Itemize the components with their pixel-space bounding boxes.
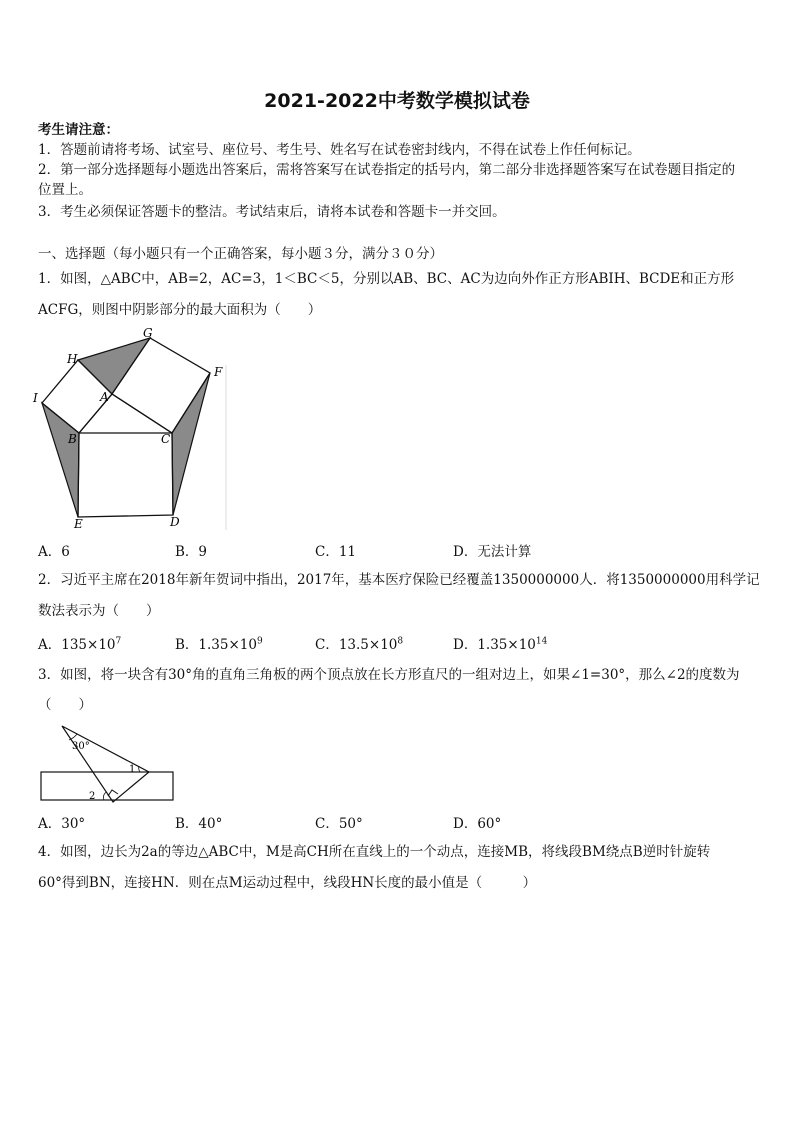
q2-option-d <box>453 633 547 653</box>
q1-shade-left <box>42 403 79 517</box>
q1-text-line1: 1．如图，△ABC中，AB=2，AC=3，1＜BC＜5，分别以AB、BC、AC为边向外作正方形ABIH、BCDE和正方形 <box>38 271 735 287</box>
q3-text-line2: （ ） <box>38 697 92 713</box>
q2-option-a <box>38 633 121 653</box>
q3-arc-2 <box>103 792 106 800</box>
q3-label-1: 1 <box>129 764 136 775</box>
q2-option-d-exp: 14 <box>535 636 548 647</box>
q3-text-line1: 3．如图，将一块含有30°角的直角三角板的两个顶点放在长方形直尺的一组对边上，如果∠1=30°，那么∠2的度数为 <box>38 667 740 683</box>
q3-option-c: C．50° <box>315 816 363 832</box>
q3-triangle <box>62 726 149 802</box>
notice-item-2-cont: 位置上。 <box>38 182 92 198</box>
q3-option-b: B．40° <box>175 816 223 832</box>
q1-label-f: F <box>214 365 223 379</box>
notice-heading: 考生请注意： <box>38 122 119 138</box>
q1-label-e: E <box>74 517 83 530</box>
notice-item-3: 3．考生必须保证答题卡的整洁。考试结束后，请将本试卷和答题卡一并交回。 <box>38 204 506 220</box>
q3-arc-30 <box>69 734 77 740</box>
q1-option-b: B．9 <box>175 544 208 560</box>
q1-option-a: A．6 <box>38 544 70 560</box>
q3-ruler <box>41 772 173 800</box>
q2-option-c <box>315 633 403 653</box>
q1-label-i: I <box>33 391 38 405</box>
q1-segment-ac <box>112 394 172 433</box>
q4-text-line1: 4．如图，边长为2a的等边△ABC中，M是高CH所在直线上的一个动点，连接MB，将线段BM绕点B逆时针旋转 <box>38 844 711 860</box>
q2-text-line2: 数法表示为（ ） <box>38 603 160 619</box>
q2-option-a-base: A．135×10 <box>38 637 116 653</box>
q2-text-line1: 2．习近平主席在2018年新年贺词中指出，2017年，基本医疗保险已经覆盖1350000000人．将1350000000用科学记 <box>38 572 760 588</box>
q1-text-line2: ACFG，则图中阴影部分的最大面积为（ ） <box>38 302 322 318</box>
q1-option-c: C．11 <box>315 544 357 560</box>
section-heading: 一、选择题（每小题只有一个正确答案，每小题３分，满分３０分） <box>38 246 443 262</box>
q3-option-a: A．30° <box>38 816 86 832</box>
q1-shade-top <box>78 338 150 394</box>
q3-label-30: 30° <box>72 741 90 752</box>
q2-option-c-exp: 8 <box>397 636 404 647</box>
q1-label-h: H <box>67 352 78 366</box>
q1-label-c: C <box>161 432 171 446</box>
q2-option-b-base: B．1.35×10 <box>175 637 257 653</box>
notice-item-1: 1．答题前请将考场、试室号、座位号、考生号、姓名写在试卷密封线内，不得在试卷上作任何标记。 <box>38 142 641 158</box>
q3-label-2: 2 <box>89 791 96 802</box>
q1-label-a: A <box>100 390 109 404</box>
q1-label-g: G <box>143 326 153 340</box>
notice-item-2: 2．第一部分选择题每小题选出答案后，需将答案写在试卷指定的括号内，第二部分非选择题答案写在试卷题目指定的 <box>38 162 736 178</box>
q1-label-d: D <box>170 515 180 529</box>
q3-option-d: D．60° <box>453 816 502 832</box>
q2-option-a-exp: 7 <box>115 636 122 647</box>
q1-label-b: B <box>68 432 77 446</box>
q1-figure <box>30 325 230 530</box>
q2-option-b <box>175 633 263 653</box>
q4-text-line2: 60°得到BN，连接HN．则在点M运动过程中，线段HN长度的最小值是（ ） <box>38 875 537 891</box>
q3-right-angle-mark <box>108 790 118 796</box>
q2-option-d-base: D．1.35×10 <box>453 637 536 653</box>
page-title: 2021-2022中考数学模拟试卷 <box>264 90 530 112</box>
q1-option-d: D．无法计算 <box>453 544 532 560</box>
q3-figure <box>36 722 181 807</box>
q1-shade-right <box>172 373 210 515</box>
q1-square-bcde <box>78 433 173 517</box>
q2-option-c-base: C．13.5×10 <box>315 637 398 653</box>
q2-option-b-exp: 9 <box>256 636 263 647</box>
